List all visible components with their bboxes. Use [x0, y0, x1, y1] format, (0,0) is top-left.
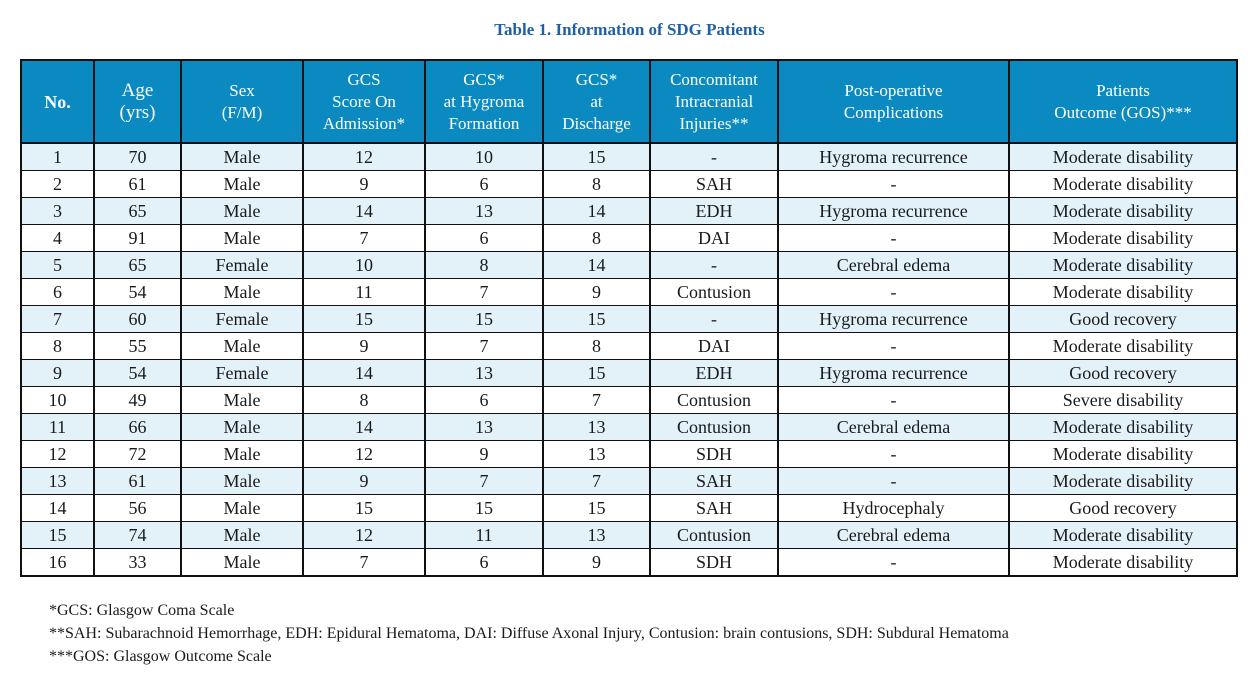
header-no: No. — [21, 60, 94, 143]
table-row — [21, 441, 1237, 468]
cell-complications: - — [778, 387, 1009, 414]
cell-complications: - — [778, 225, 1009, 252]
cell-no: 3 — [21, 198, 94, 225]
cell-age: 60 — [94, 306, 181, 333]
footnote-injuries: **SAH: Subarachnoid Hemorrhage, EDH: Epidural Hematoma, DAI: Diffuse Axonal Injury, Contusion: brain contusions, SDH: Subdural Hematoma — [49, 625, 1009, 642]
cell-gcs-admission: 14 — [303, 360, 425, 387]
cell-age: 61 — [94, 468, 181, 495]
cell-no: 11 — [21, 414, 94, 441]
cell-injuries: SAH — [650, 171, 778, 198]
cell-gcs-hygroma: 7 — [425, 468, 543, 495]
cell-sex: Male — [181, 198, 303, 225]
cell-outcome: Moderate disability — [1009, 171, 1237, 198]
cell-gcs-hygroma: 15 — [425, 306, 543, 333]
table-row — [21, 522, 1237, 549]
header-gcs-discharge: GCS* at Discharge — [543, 60, 650, 143]
table-row — [21, 549, 1237, 577]
cell-outcome: Good recovery — [1009, 306, 1237, 333]
cell-age: 65 — [94, 252, 181, 279]
cell-injuries: Contusion — [650, 279, 778, 306]
cell-injuries: Contusion — [650, 414, 778, 441]
cell-outcome: Moderate disability — [1009, 252, 1237, 279]
table-row — [21, 252, 1237, 279]
table-row — [21, 468, 1237, 495]
cell-outcome: Severe disability — [1009, 387, 1237, 414]
cell-gcs-admission: 14 — [303, 414, 425, 441]
cell-complications: - — [778, 549, 1009, 577]
cell-gcs-discharge: 15 — [543, 495, 650, 522]
table-row — [21, 387, 1237, 414]
header-sex: Sex (F/M) — [181, 60, 303, 143]
header-age: Age (yrs) — [94, 60, 181, 143]
cell-gcs-discharge: 13 — [543, 441, 650, 468]
cell-injuries: EDH — [650, 198, 778, 225]
cell-complications: - — [778, 279, 1009, 306]
cell-injuries: - — [650, 252, 778, 279]
cell-complications: - — [778, 171, 1009, 198]
cell-age: 65 — [94, 198, 181, 225]
cell-outcome: Moderate disability — [1009, 522, 1237, 549]
cell-age: 61 — [94, 171, 181, 198]
cell-gcs-hygroma: 6 — [425, 171, 543, 198]
table-row — [21, 306, 1237, 333]
cell-gcs-hygroma: 9 — [425, 441, 543, 468]
header-complications: Post-operative Complications — [778, 60, 1009, 143]
cell-gcs-admission: 10 — [303, 252, 425, 279]
cell-sex: Female — [181, 306, 303, 333]
cell-gcs-discharge: 9 — [543, 549, 650, 577]
cell-no: 12 — [21, 441, 94, 468]
table-title: Table 1. Information of SDG Patients — [494, 20, 765, 39]
header-gcs-hygroma: GCS* at Hygroma Formation — [425, 60, 543, 143]
cell-gcs-discharge: 7 — [543, 387, 650, 414]
cell-injuries: SAH — [650, 468, 778, 495]
cell-no: 14 — [21, 495, 94, 522]
cell-age: 74 — [94, 522, 181, 549]
cell-injuries: - — [650, 143, 778, 171]
cell-gcs-discharge: 13 — [543, 522, 650, 549]
cell-injuries: SAH — [650, 495, 778, 522]
table-row — [21, 333, 1237, 360]
cell-outcome: Moderate disability — [1009, 279, 1237, 306]
cell-no: 8 — [21, 333, 94, 360]
cell-gcs-discharge: 9 — [543, 279, 650, 306]
cell-gcs-admission: 14 — [303, 198, 425, 225]
cell-no: 1 — [21, 143, 94, 171]
cell-gcs-discharge: 13 — [543, 414, 650, 441]
cell-gcs-hygroma: 7 — [425, 279, 543, 306]
cell-gcs-admission: 9 — [303, 468, 425, 495]
cell-gcs-hygroma: 13 — [425, 360, 543, 387]
cell-injuries: DAI — [650, 225, 778, 252]
cell-gcs-admission: 11 — [303, 279, 425, 306]
cell-outcome: Moderate disability — [1009, 549, 1237, 577]
table-row — [21, 495, 1237, 522]
cell-gcs-hygroma: 13 — [425, 198, 543, 225]
cell-sex: Male — [181, 143, 303, 171]
cell-age: 54 — [94, 279, 181, 306]
cell-sex: Male — [181, 468, 303, 495]
cell-gcs-discharge: 15 — [543, 306, 650, 333]
cell-injuries: SDH — [650, 549, 778, 577]
table-row — [21, 171, 1237, 198]
cell-no: 16 — [21, 549, 94, 577]
cell-sex: Male — [181, 549, 303, 577]
cell-gcs-admission: 15 — [303, 306, 425, 333]
cell-injuries: Contusion — [650, 522, 778, 549]
patients-table — [20, 59, 1238, 577]
cell-gcs-hygroma: 13 — [425, 414, 543, 441]
cell-no: 6 — [21, 279, 94, 306]
cell-complications: Hydrocephaly — [778, 495, 1009, 522]
cell-outcome: Moderate disability — [1009, 441, 1237, 468]
footnote-gcs: *GCS: Glasgow Coma Scale — [49, 602, 235, 619]
cell-injuries: - — [650, 306, 778, 333]
cell-age: 33 — [94, 549, 181, 577]
cell-sex: Male — [181, 333, 303, 360]
cell-sex: Male — [181, 171, 303, 198]
table-body — [21, 143, 1237, 576]
cell-sex: Male — [181, 495, 303, 522]
cell-no: 4 — [21, 225, 94, 252]
cell-complications: Hygroma recurrence — [778, 198, 1009, 225]
cell-age: 66 — [94, 414, 181, 441]
cell-no: 5 — [21, 252, 94, 279]
cell-gcs-admission: 7 — [303, 549, 425, 577]
cell-gcs-discharge: 8 — [543, 225, 650, 252]
cell-complications: Hygroma recurrence — [778, 306, 1009, 333]
cell-gcs-discharge: 8 — [543, 333, 650, 360]
cell-sex: Male — [181, 387, 303, 414]
cell-gcs-discharge: 8 — [543, 171, 650, 198]
cell-no: 15 — [21, 522, 94, 549]
header-row — [21, 60, 1237, 143]
cell-gcs-hygroma: 6 — [425, 549, 543, 577]
cell-complications: - — [778, 333, 1009, 360]
cell-gcs-hygroma: 6 — [425, 387, 543, 414]
cell-complications: Hygroma recurrence — [778, 143, 1009, 171]
cell-outcome: Good recovery — [1009, 495, 1237, 522]
cell-gcs-hygroma: 15 — [425, 495, 543, 522]
footnote-gos: ***GOS: Glasgow Outcome Scale — [49, 648, 272, 665]
cell-complications: Cerebral edema — [778, 522, 1009, 549]
cell-outcome: Moderate disability — [1009, 333, 1237, 360]
cell-gcs-admission: 9 — [303, 171, 425, 198]
cell-sex: Male — [181, 225, 303, 252]
cell-gcs-hygroma: 10 — [425, 143, 543, 171]
cell-sex: Female — [181, 360, 303, 387]
cell-no: 9 — [21, 360, 94, 387]
cell-complications: Hygroma recurrence — [778, 360, 1009, 387]
cell-no: 7 — [21, 306, 94, 333]
cell-gcs-discharge: 14 — [543, 252, 650, 279]
table-row — [21, 279, 1237, 306]
cell-injuries: DAI — [650, 333, 778, 360]
cell-gcs-admission: 12 — [303, 441, 425, 468]
cell-outcome: Moderate disability — [1009, 143, 1237, 171]
cell-sex: Female — [181, 252, 303, 279]
cell-sex: Male — [181, 279, 303, 306]
cell-gcs-admission: 12 — [303, 143, 425, 171]
cell-sex: Male — [181, 441, 303, 468]
cell-age: 55 — [94, 333, 181, 360]
table-row — [21, 360, 1237, 387]
cell-age: 49 — [94, 387, 181, 414]
cell-sex: Male — [181, 414, 303, 441]
cell-sex: Male — [181, 522, 303, 549]
cell-age: 70 — [94, 143, 181, 171]
cell-age: 54 — [94, 360, 181, 387]
table-row — [21, 143, 1237, 171]
cell-injuries: EDH — [650, 360, 778, 387]
cell-complications: - — [778, 468, 1009, 495]
cell-gcs-hygroma: 6 — [425, 225, 543, 252]
cell-no: 2 — [21, 171, 94, 198]
cell-gcs-admission: 12 — [303, 522, 425, 549]
cell-gcs-admission: 9 — [303, 333, 425, 360]
cell-gcs-discharge: 7 — [543, 468, 650, 495]
cell-gcs-discharge: 15 — [543, 143, 650, 171]
cell-gcs-admission: 8 — [303, 387, 425, 414]
table-row — [21, 414, 1237, 441]
table-row — [21, 225, 1237, 252]
cell-gcs-discharge: 14 — [543, 198, 650, 225]
cell-injuries: SDH — [650, 441, 778, 468]
cell-gcs-admission: 7 — [303, 225, 425, 252]
cell-injuries: Contusion — [650, 387, 778, 414]
cell-age: 91 — [94, 225, 181, 252]
cell-age: 72 — [94, 441, 181, 468]
cell-outcome: Moderate disability — [1009, 198, 1237, 225]
table-row — [21, 198, 1237, 225]
cell-gcs-admission: 15 — [303, 495, 425, 522]
cell-gcs-hygroma: 11 — [425, 522, 543, 549]
cell-gcs-discharge: 15 — [543, 360, 650, 387]
cell-age: 56 — [94, 495, 181, 522]
header-injuries: Concomitant Intracranial Injuries** — [650, 60, 778, 143]
cell-outcome: Good recovery — [1009, 360, 1237, 387]
cell-gcs-hygroma: 7 — [425, 333, 543, 360]
cell-outcome: Moderate disability — [1009, 414, 1237, 441]
cell-complications: Cerebral edema — [778, 252, 1009, 279]
cell-complications: - — [778, 441, 1009, 468]
header-gcs-admission: GCS Score On Admission* — [303, 60, 425, 143]
footnotes — [49, 599, 1009, 668]
cell-gcs-hygroma: 8 — [425, 252, 543, 279]
cell-no: 10 — [21, 387, 94, 414]
cell-outcome: Moderate disability — [1009, 225, 1237, 252]
cell-outcome: Moderate disability — [1009, 468, 1237, 495]
header-outcome: Patients Outcome (GOS)*** — [1009, 60, 1237, 143]
cell-no: 13 — [21, 468, 94, 495]
cell-complications: Cerebral edema — [778, 414, 1009, 441]
